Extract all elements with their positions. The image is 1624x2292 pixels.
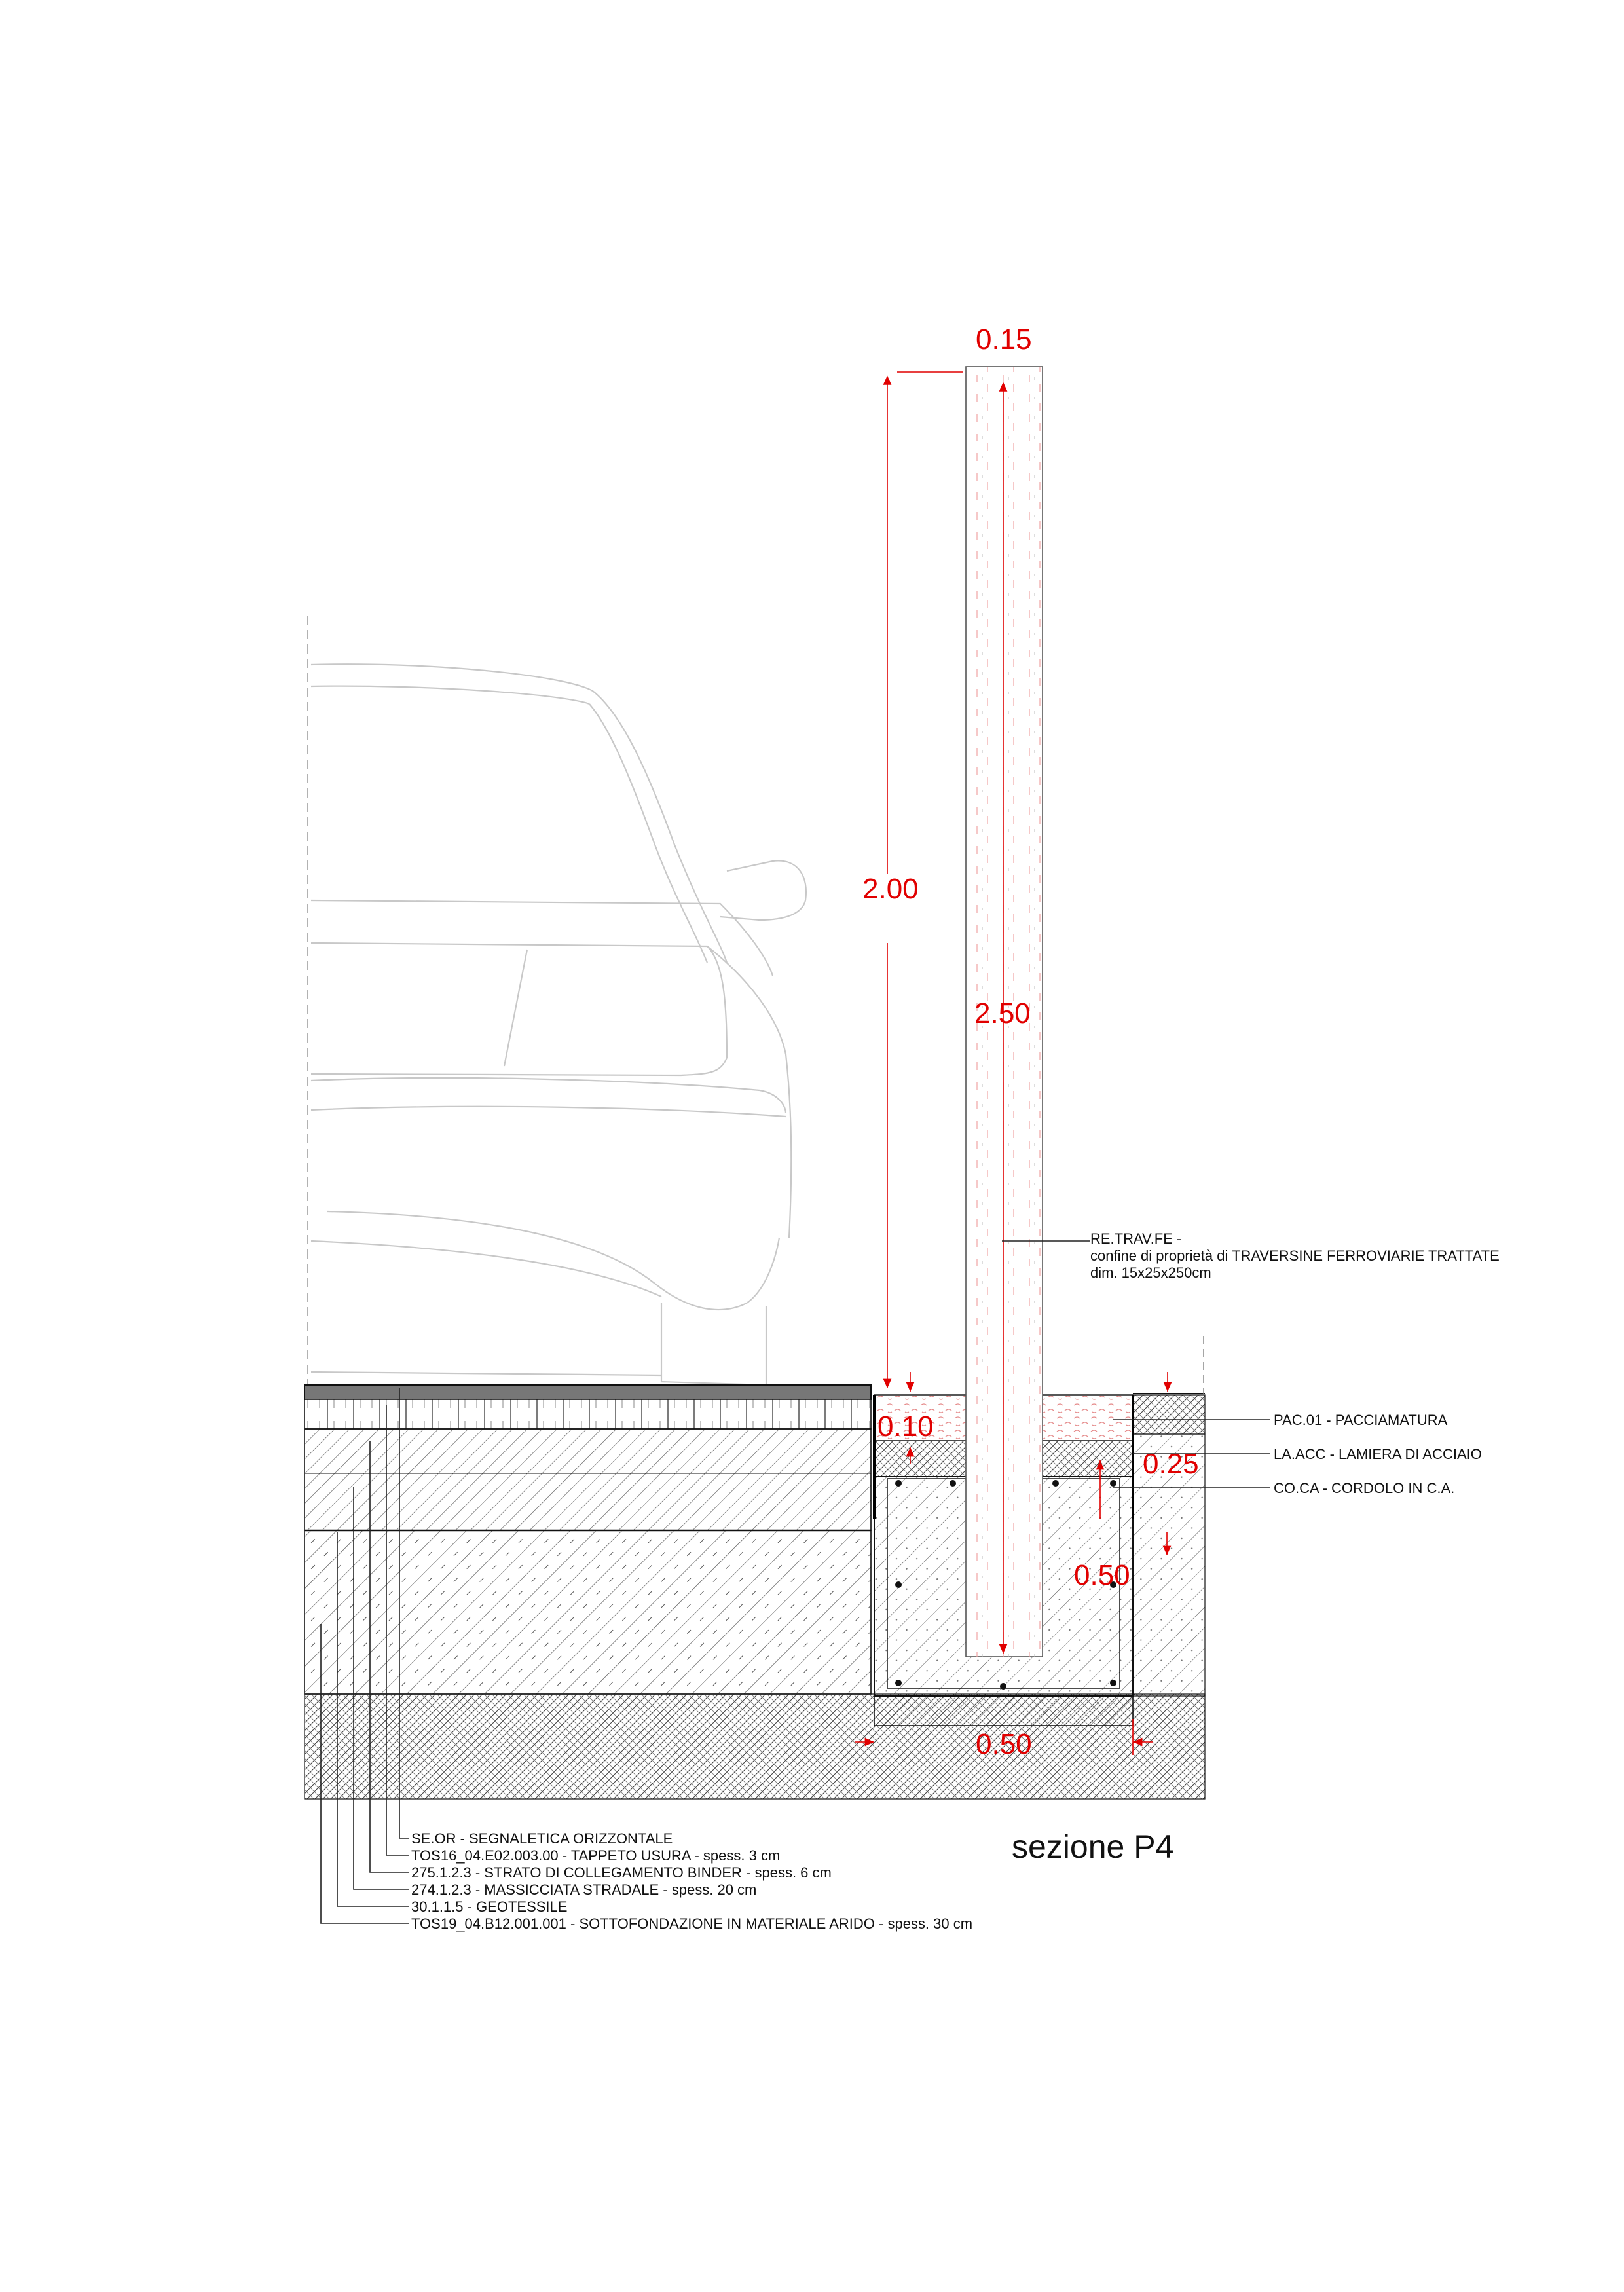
right-ground xyxy=(1133,1336,1205,1696)
post-note-code: RE.TRAV.FE - xyxy=(1090,1230,1182,1247)
dim-post-length: 2.50 xyxy=(974,997,1031,1029)
post-note-description: confine di proprietà di TRAVERSINE FERROVIARIE TRATTATE xyxy=(1090,1248,1500,1264)
dim-curb-height: 0.50 xyxy=(1074,1559,1130,1591)
road-surface-layer xyxy=(304,1385,871,1399)
dim-curb-width: 0.50 xyxy=(976,1728,1032,1760)
dim-post-width: 0.15 xyxy=(976,323,1032,356)
layer-label-road-base: 274.1.2.3 - MASSICCIATA STRADALE - spess. 20 cm xyxy=(411,1881,757,1898)
car-outline xyxy=(308,616,806,1385)
layer-label-road-marking: SE.OR - SEGNALETICA ORIZZONTALE xyxy=(411,1830,673,1847)
layer-label-subbase: TOS19_04.B12.001.001 - SOTTOFONDAZIONE IN MATERIALE ARIDO - spess. 30 cm xyxy=(411,1915,973,1932)
layer-label-geotextile: 30.1.1.5 - GEOTESSILE xyxy=(411,1898,568,1915)
binder-layer xyxy=(304,1429,871,1530)
road-base-layer xyxy=(304,1530,871,1694)
wearing-course-layer xyxy=(304,1399,871,1429)
layer-label-binder: 275.1.2.3 - STRATO DI COLLEGAMENTO BINDER - spess. 6 cm xyxy=(411,1864,832,1881)
label-concrete-curb: CO.CA - CORDOLO IN C.A. xyxy=(1274,1480,1455,1496)
dim-edge-depth: 0.25 xyxy=(1143,1448,1199,1480)
section-title: sezione P4 xyxy=(1012,1828,1174,1865)
label-mulch: PAC.01 - PACCIAMATURA xyxy=(1274,1412,1448,1428)
layer-label-wearing-course: TOS16_04.E02.003.00 - TAPPETO USURA - spess. 3 cm xyxy=(411,1847,781,1864)
dim-height-above-ground: 2.00 xyxy=(862,873,919,905)
label-steel-sheet: LA.ACC - LAMIERA DI ACCIAIO xyxy=(1274,1446,1482,1462)
dim-mulch-depth: 0.10 xyxy=(877,1411,934,1443)
post-note-size: dim. 15x25x250cm xyxy=(1090,1265,1211,1281)
